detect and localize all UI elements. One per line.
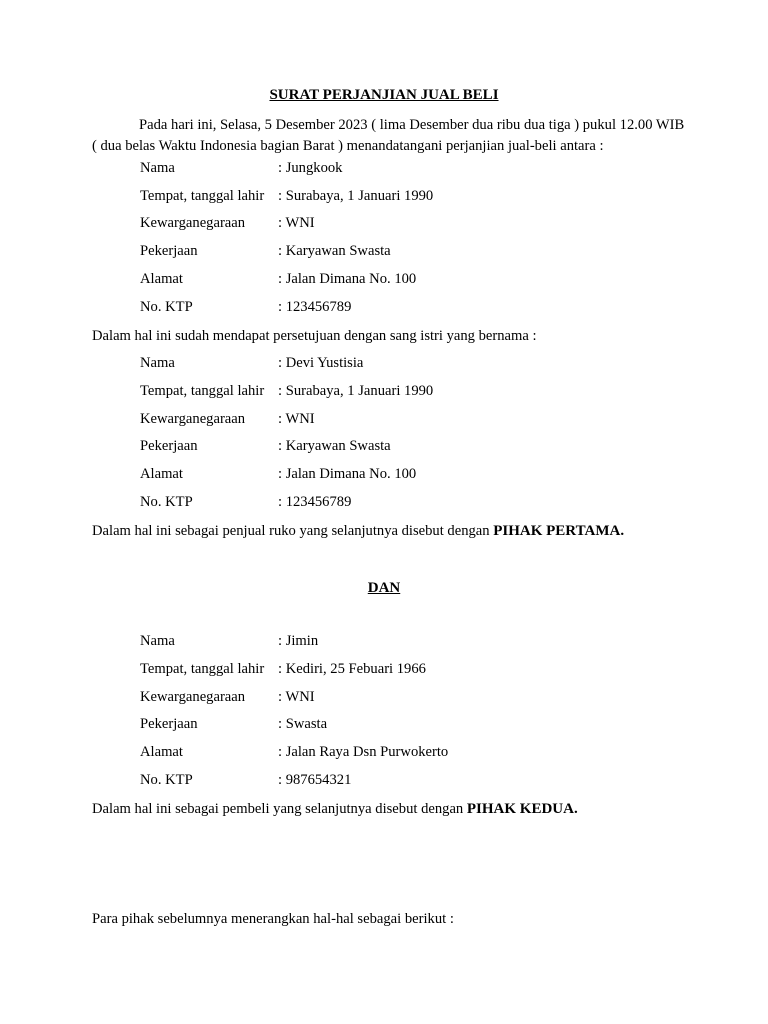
consent-line: Dalam hal ini sudah mendapat persetujuan dengan sang istri yang bernama : bbox=[92, 328, 537, 344]
field-value: : Karyawan Swasta bbox=[278, 438, 391, 454]
field-value: : Jalan Dimana No. 100 bbox=[278, 271, 417, 287]
field-value: : Surabaya, 1 Januari 1990 bbox=[278, 383, 434, 399]
field-label: Pekerjaan bbox=[140, 716, 198, 732]
party1-row-ktp bbox=[140, 299, 640, 319]
field-value: : 987654321 bbox=[278, 772, 352, 788]
field-value: : Swasta bbox=[278, 716, 328, 732]
dan-heading: DAN bbox=[367, 580, 401, 596]
field-label: Kewarganegaraan bbox=[140, 689, 246, 705]
field-value: : Jalan Dimana No. 100 bbox=[278, 466, 417, 482]
field-value: : WNI bbox=[278, 689, 315, 705]
field-label: Tempat, tanggal lahir bbox=[140, 383, 265, 399]
field-label: Alamat bbox=[140, 466, 183, 482]
field-label: No. KTP bbox=[140, 299, 193, 315]
party1-row-nama bbox=[140, 160, 640, 180]
field-label: Tempat, tanggal lahir bbox=[140, 661, 265, 677]
field-label: Pekerjaan bbox=[140, 438, 198, 454]
buyer-statement bbox=[92, 801, 578, 818]
field-value: : WNI bbox=[278, 215, 315, 231]
closing-line: Para pihak sebelumnya menerangkan hal-hal sebagai berikut : bbox=[92, 911, 454, 927]
buyer-designation: PIHAK KEDUA. bbox=[466, 801, 578, 817]
seller-statement bbox=[92, 523, 624, 540]
spouse-row-nama bbox=[140, 355, 640, 375]
field-value: : Jimin bbox=[278, 633, 319, 649]
party1-row-alamat bbox=[140, 271, 640, 291]
seller-text: Dalam hal ini sebagai penjual ruko yang selanjutnya disebut dengan bbox=[92, 523, 494, 539]
field-label: No. KTP bbox=[140, 494, 193, 510]
party2-row-ttl bbox=[140, 661, 640, 681]
party2-row-kewarganegaraan bbox=[140, 689, 640, 709]
field-label: Tempat, tanggal lahir bbox=[140, 188, 265, 204]
field-label: Kewarganegaraan bbox=[140, 215, 246, 231]
field-value: : WNI bbox=[278, 411, 315, 427]
field-label: Kewarganegaraan bbox=[140, 411, 246, 427]
spouse-row-ttl bbox=[140, 383, 640, 403]
field-value: : 123456789 bbox=[278, 494, 352, 510]
field-value: : Devi Yustisia bbox=[278, 355, 364, 371]
party2-row-nama bbox=[140, 633, 640, 653]
field-label: Alamat bbox=[140, 744, 183, 760]
spouse-row-kewarganegaraan bbox=[140, 411, 640, 431]
party1-row-pekerjaan bbox=[140, 243, 640, 263]
field-value: : Kediri, 25 Febuari 1966 bbox=[278, 661, 426, 677]
document-title: SURAT PERJANJIAN JUAL BELI bbox=[269, 87, 499, 103]
spouse-row-alamat bbox=[140, 466, 640, 486]
seller-designation: PIHAK PERTAMA. bbox=[493, 523, 625, 539]
buyer-text: Dalam hal ini sebagai pembeli yang selanjutnya disebut dengan bbox=[92, 801, 467, 817]
field-label: Pekerjaan bbox=[140, 243, 198, 259]
field-label: Nama bbox=[140, 160, 175, 176]
field-value: : Surabaya, 1 Januari 1990 bbox=[278, 188, 434, 204]
field-label: Nama bbox=[140, 633, 175, 649]
party2-row-alamat bbox=[140, 744, 640, 764]
party2-row-ktp bbox=[140, 772, 640, 792]
party2-row-pekerjaan bbox=[140, 716, 640, 736]
field-value: : Jungkook bbox=[278, 160, 343, 176]
spouse-row-pekerjaan bbox=[140, 438, 640, 458]
field-value: : Jalan Raya Dsn Purwokerto bbox=[278, 744, 449, 760]
party1-row-ttl bbox=[140, 188, 640, 208]
field-label: Nama bbox=[140, 355, 175, 371]
field-value: : 123456789 bbox=[278, 299, 352, 315]
field-label: Alamat bbox=[140, 271, 183, 287]
spouse-row-ktp bbox=[140, 494, 640, 514]
field-value: : Karyawan Swasta bbox=[278, 243, 391, 259]
field-label: No. KTP bbox=[140, 772, 193, 788]
intro-paragraph: Pada hari ini, Selasa, 5 Desember 2023 ( lima Desember dua ribu dua tiga ) pukul 12.00 WIB ( dua belas Waktu Indonesia bagian Barat ) menandatangani perjanjian jual-beli antara : bbox=[92, 117, 685, 154]
party1-row-kewarganegaraan bbox=[140, 215, 640, 235]
